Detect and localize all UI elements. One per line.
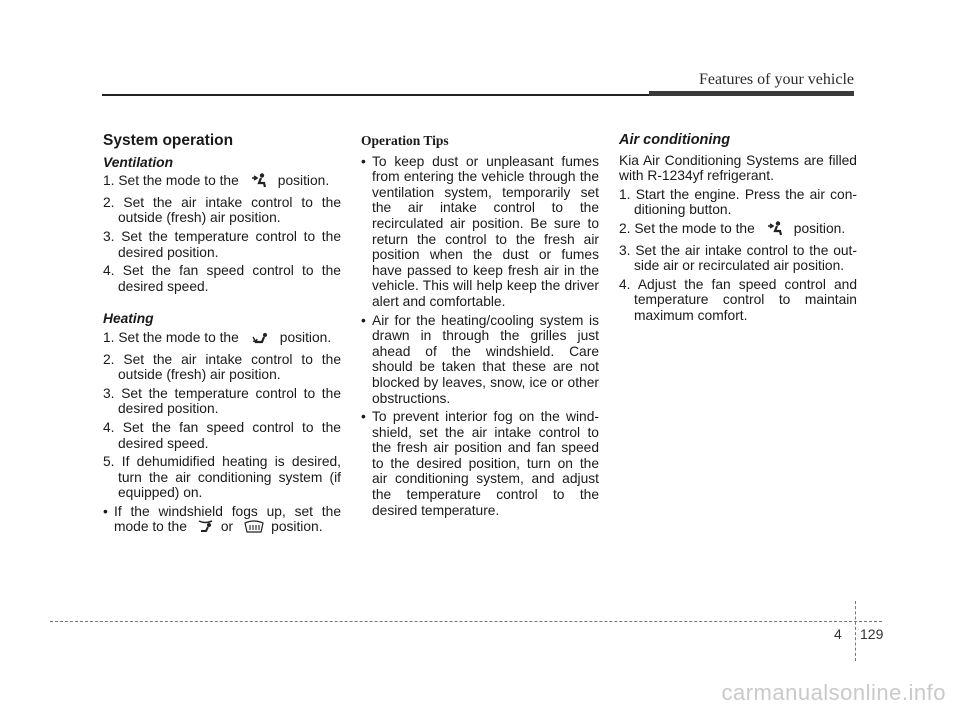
column-air-conditioning [619,133,857,327]
footer-rule [50,621,882,622]
heating-step-2: 2. Set the air intake control to the outside (fresh) air position. [103,351,341,383]
page-number: 129 [860,626,884,642]
column-operation-tips [361,133,599,521]
page-number-divider [855,601,856,661]
heating-step-3: 3. Set the temperature control to the desired position. [103,385,341,417]
ventilation-step-1: 1. Set the mode to the position. [103,173,341,192]
ac-step-4: 4. Adjust the fan speed control and temperature control to maintain maximum comfort. [619,276,857,323]
ventilation-heading: Ventilation [103,154,174,170]
operation-tips-heading: Operation Tips [361,133,449,148]
ventilation-step-3: 3. Set the temperature control to the desired position. [103,228,341,260]
air-conditioning-heading: Air conditioning [619,132,731,148]
ac-step-2: 2. Set the mode to the position. [619,221,857,240]
heating-step-1: 1. Set the mode to the position. [103,330,341,349]
heating-step-4: 4. Set the fan speed control to the desired speed. [103,419,341,451]
face-vent-mode-icon [251,173,269,192]
header-rule-accent [649,91,854,96]
bullet: • [361,153,366,169]
section-title: System operation [103,132,234,149]
watermark: carmanualsonline.info [721,680,946,705]
bullet: • [103,503,108,519]
heating-step-5: 5. If dehumidified heating is desired, turn the air conditioning system (if equipped) on. [103,454,341,501]
column-system-operation [103,133,341,541]
tip-item: • To prevent interior fog on the wind-shield, set the air intake control to the fresh air position and fan speed to the desired position, turn on the air conditioning system, and adjust the temperature control to the desired temperature. [361,409,599,518]
floor-defrost-mode-icon [197,519,215,538]
chapter-number: 4 [834,626,842,642]
ac-step-3: 3. Set the air intake control to the out-side air or recirculated air position. [619,242,857,274]
face-vent-mode-icon [767,221,785,240]
tip-item: • To keep dust or unpleasant fumes from entering the vehicle through the ventilation system, temporarily set the air intake control to the recirculated air position. Be sure to return the control to the fresh air position when the dust or fumes have passed to keep fresh air in the vehicle. This will help keep the driver alert and comfortable. [361,153,599,309]
tip-item: • Air for the heating/cooling system is drawn in through the grilles just ahead of the windshield. Care should be taken that these are not blocked by leaves, snow, ice or other obstructions. [361,312,599,406]
heating-heading: Heating [103,311,154,327]
floor-mode-icon [251,333,271,349]
defrost-mode-icon [243,519,265,538]
ac-intro: Kia Air Conditioning Systems are filled with R-1234yf refrigerant. [619,152,857,184]
heating-fog-tip: • If the windshield fogs up, set the mode to the or position. [103,504,341,538]
ventilation-step-2: 2. Set the air intake control to the outside (fresh) air position. [103,194,341,226]
header-title: Features of your vehicle [698,71,854,88]
spacer [103,297,341,311]
ac-step-1: 1. Start the engine. Press the air con-ditioning button. [619,186,857,218]
bullet: • [361,409,366,425]
bullet: • [361,312,366,328]
ventilation-step-4: 4. Set the fan speed control to the desired speed. [103,263,341,294]
